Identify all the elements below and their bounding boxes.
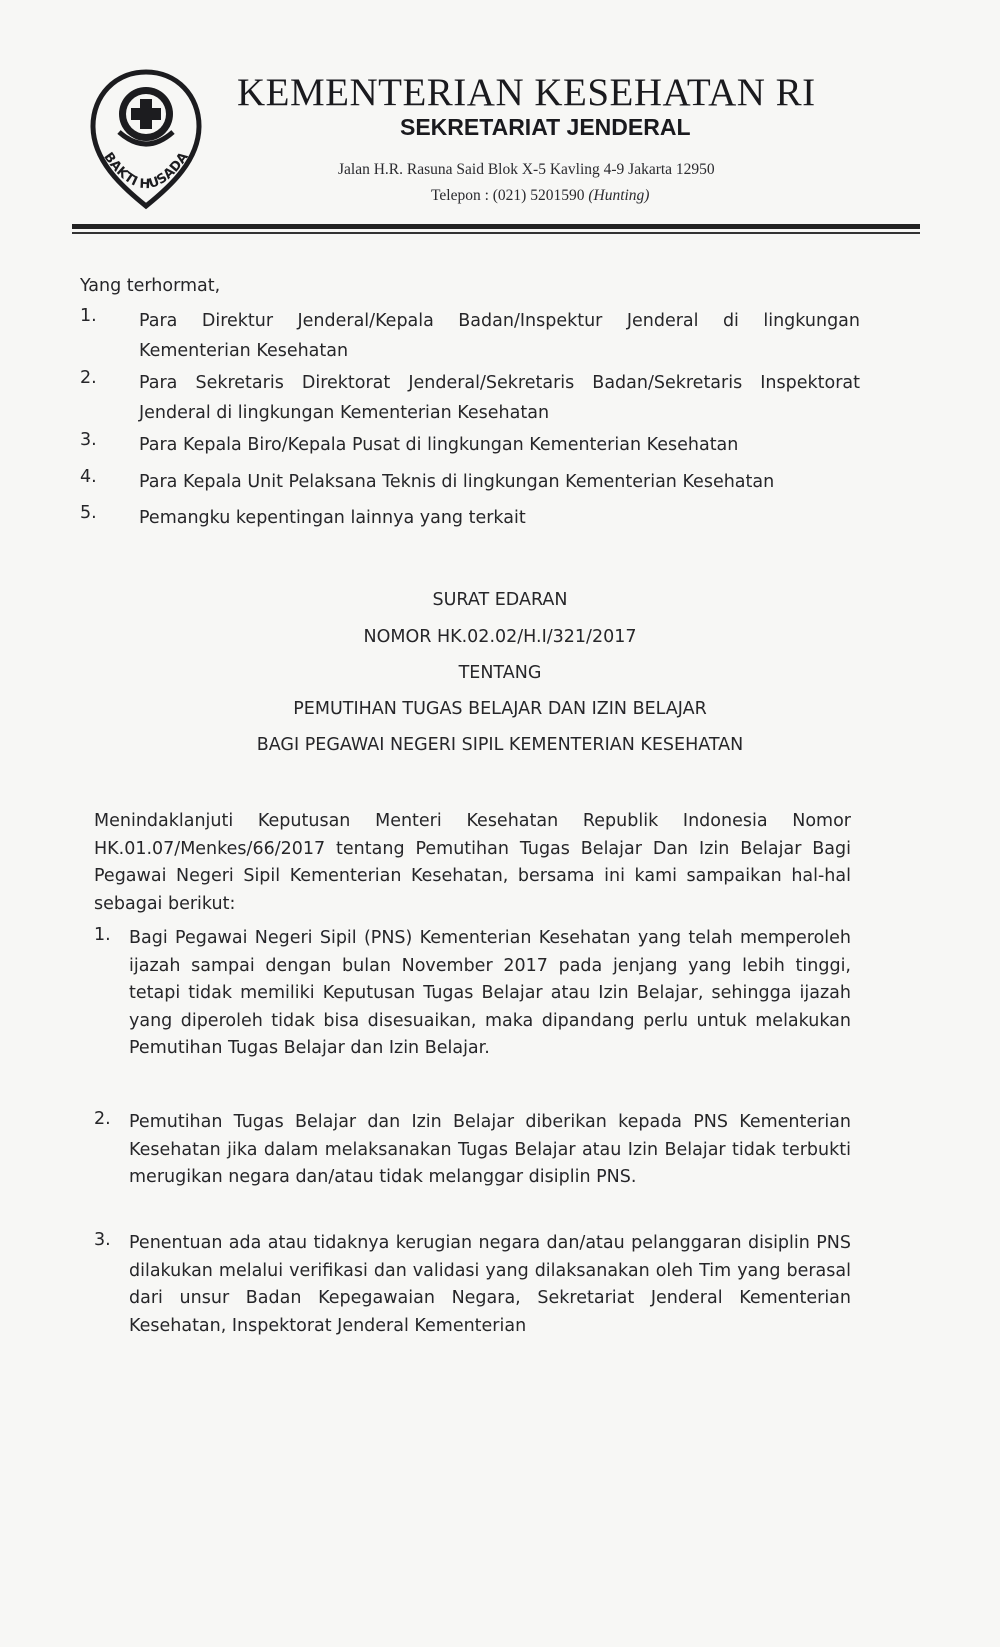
- letterhead-rule-thick: [72, 224, 920, 229]
- addressee-number: 4.: [80, 467, 97, 487]
- point-text: Penentuan ada atau tidaknya kerugian negara dan/atau pelanggaran disiplin PNS dilakukan melalui verifikasi dan validasi yang dilaksanakan oleh Tim yang berasal dari unsur Badan Kepegawaian Negara, Sekretariat Jenderal Kementerian Kesehatan, Inspektorat Jenderal Kementerian: [129, 1233, 851, 1336]
- addressee-text: Pemangku kepentingan lainnya yang terkait: [139, 508, 526, 528]
- bakti-husada-logo-icon: [87, 68, 205, 210]
- document-type: SURAT EDARAN: [432, 590, 568, 610]
- addressee-number: 1.: [80, 306, 97, 326]
- document-subject-line-1: PEMUTIHAN TUGAS BELAJAR DAN IZIN BELAJAR: [293, 699, 707, 719]
- secretariat-subtitle: SEKRETARIAT JENDERAL: [400, 114, 691, 140]
- addressee-text: Para Sekretaris Direktorat Jenderal/Sekretaris Badan/Sekretaris Inspektorat Jenderal di lingkungan Kementerian Kesehatan: [139, 373, 860, 423]
- salutation: Yang terhormat,: [80, 276, 221, 296]
- office-address: Jalan H.R. Rasuna Said Blok X-5 Kavling 4-9 Jakarta 12950: [338, 161, 715, 178]
- document-about: TENTANG: [458, 663, 542, 683]
- office-phone: [431, 187, 831, 205]
- point-text: Bagi Pegawai Negeri Sipil (PNS) Kementerian Kesehatan yang telah memperoleh ijazah sampai dengan bulan November 2017 pada jenjang yang lebih tinggi, tetapi tidak memiliki Keputusan Tugas Belajar atau Izin Belajar, sehingga ijazah yang diperoleh tidak bisa disesuaikan, maka dipandang perlu untuk melakukan Pemutihan Tugas Belajar dan Izin Belajar.: [129, 928, 851, 1058]
- addressee-number: 3.: [80, 430, 97, 450]
- ministry-title: KEMENTERIAN KESEHATAN RI: [237, 71, 816, 114]
- intro-paragraph: Menindaklanjuti Keputusan Menteri Kesehatan Republik Indonesia Nomor HK.01.07/Menkes/66/2017 tentang Pemutihan Tugas Belajar Dan Izin Belajar Bagi Pegawai Negeri Sipil Kementerian Kesehatan, bersama ini kami sampaikan hal-hal sebagai berikut:: [94, 811, 851, 914]
- phone-number: Telepon : (021) 5201590: [431, 187, 585, 204]
- point-text: Pemutihan Tugas Belajar dan Izin Belajar diberikan kepada PNS Kementerian Kesehatan jika dalam melaksanakan Tugas Belajar atau Izin Belajar tidak terbukti merugikan negara dan/atau tidak melanggar disiplin PNS.: [129, 1112, 851, 1187]
- addressee-text: Para Kepala Biro/Kepala Pusat di lingkungan Kementerian Kesehatan: [139, 435, 739, 455]
- phone-note: (Hunting): [588, 187, 650, 204]
- point-number: 2.: [94, 1109, 111, 1129]
- document-number: NOMOR HK.02.02/H.I/321/2017: [363, 627, 637, 647]
- addressee-text: Para Direktur Jenderal/Kepala Badan/Inspektur Jenderal di lingkungan Kementerian Kesehatan: [139, 311, 860, 361]
- addressee-number: 2.: [80, 368, 97, 388]
- letterhead-rule-thin: [72, 232, 920, 234]
- point-number: 1.: [94, 925, 111, 945]
- point-number: 3.: [94, 1230, 111, 1250]
- svg-text:BAKTI HUSADA: BAKTI HUSADA: [100, 149, 192, 193]
- document-subject-line-2: BAGI PEGAWAI NEGERI SIPIL KEMENTERIAN KESEHATAN: [256, 735, 744, 755]
- addressee-text: Para Kepala Unit Pelaksana Teknis di lingkungan Kementerian Kesehatan: [139, 472, 775, 492]
- addressee-number: 5.: [80, 503, 97, 523]
